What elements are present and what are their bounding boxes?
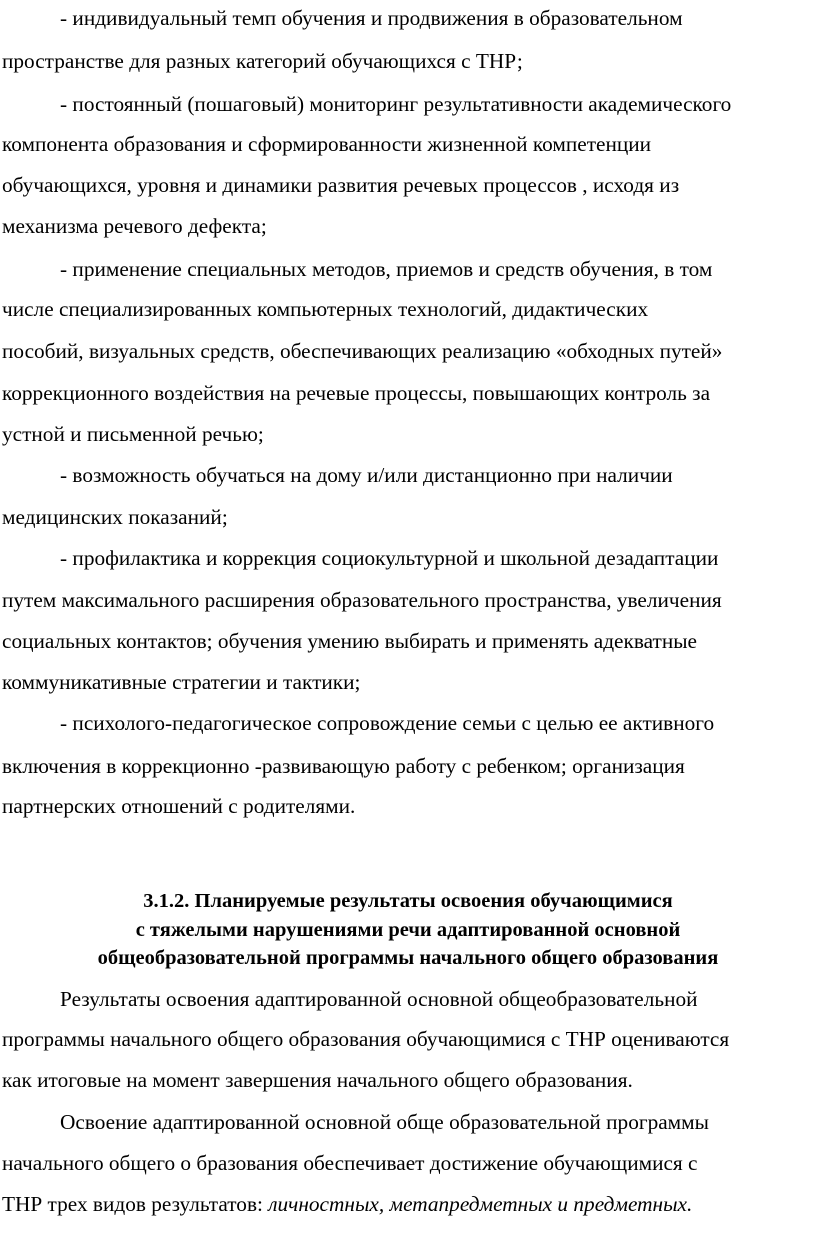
list-item-5-line-3: социальных контактов; обучения умению выбирать и применять адекватные [2,629,697,653]
paragraph-1-line-3: как итоговые на момент завершения начального общего образования. [2,1068,633,1092]
list-item-2-line-2: компонента образования и сформированности жизненной компетенции [2,132,652,156]
list-item-3-line-5: устной и письменной речью; [2,422,264,446]
list-item-5-line-1: - профилактика и коррекция социокультурной и школьной дезадаптации [60,546,719,570]
list-item-4-line-1: - возможность обучаться на дому и/или дистанционно при наличии [60,463,673,487]
list-item-2-line-4: механизма речевого дефекта; [2,214,267,238]
list-item-1-line-2: пространстве для разных категорий обучающихся с ТНР; [2,49,523,73]
paragraph-1-line-1: Результаты освоения адаптированной основной общеобразовательной [60,987,698,1011]
section-heading-line-3: общеобразовательной программы начального общего образования [97,947,719,969]
list-item-2-line-3: обучающихся, уровня и динамики развития речевых процессов , исходя из [2,173,680,197]
section-heading-line-1: 3.1.2. Планируемые результаты освоения обучающимися [143,890,673,912]
list-item-2-line-1: - постоянный (пошаговый) мониторинг результативности академического [60,92,732,116]
list-item-6-line-1: - психолого-педагогическое сопровождение семьи с целью ее активного [60,711,715,735]
paragraph-2-line-2: начального общего о бразования обеспечивает достижение обучающимися с [2,1151,698,1175]
list-item-6-line-3: партнерских отношений с родителями. [2,794,356,818]
paragraph-2-italic-result-types: личностных, метапредметных и предметных. [268,1192,693,1216]
paragraph-2-line-3-text: ТНР трех видов результатов: [2,1192,269,1216]
list-item-5-line-2: путем максимального расширения образовательного пространства, увеличения [2,588,722,612]
list-item-3-line-1: - применение специальных методов, приемов и средств обучения, в том [60,257,713,281]
list-item-3-line-2: числе специализированных компьютерных технологий, дидактических [2,297,649,321]
list-item-1-line-1: - индивидуальный темп обучения и продвижения в образовательном [60,6,683,30]
list-item-3-line-3: пособий, визуальных средств, обеспечивающих реализацию «обходных путей» [2,339,723,363]
paragraph-2-line-1: Освоение адаптированной основной обще образовательной программы [60,1110,709,1134]
list-item-3-line-4: коррекционного воздействия на речевые процессы, повышающих контроль за [2,381,711,405]
paragraph-1-line-2: программы начального общего образования обучающимися с ТНР оцениваются [2,1027,730,1051]
paragraph-2-line-3 [2,1189,692,1219]
list-item-5-line-4: коммуникативные стратегии и тактики; [2,670,361,694]
section-heading-line-2: с тяжелыми нарушениями речи адаптированной основной [135,919,681,941]
list-item-6-line-2: включения в коррекционно -развивающую работу с ребенком; организация [2,754,685,778]
list-item-4-line-2: медицинских показаний; [2,505,228,529]
